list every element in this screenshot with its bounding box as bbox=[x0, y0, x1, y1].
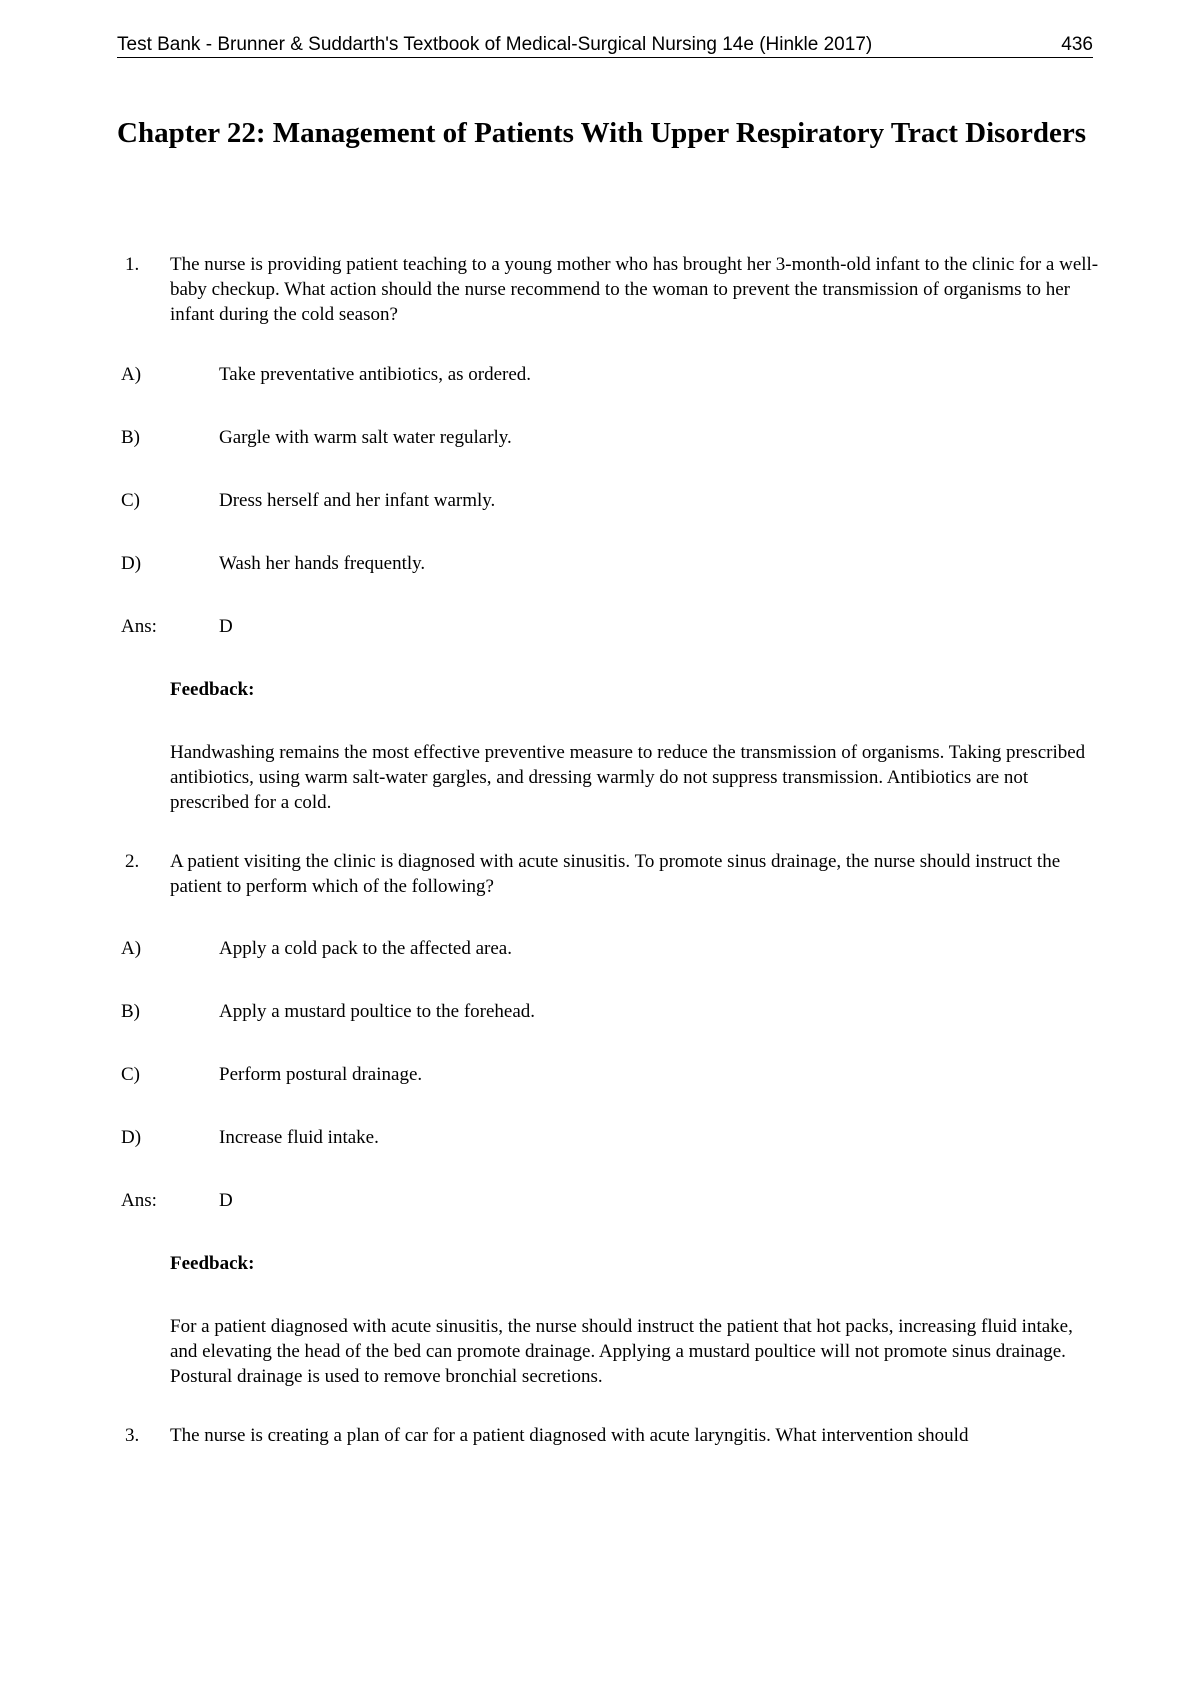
option-text: Apply a cold pack to the affected area. bbox=[219, 938, 512, 959]
answer-value: D bbox=[219, 616, 233, 637]
feedback-label: Feedback: bbox=[170, 1253, 255, 1274]
question-stem: A patient visiting the clinic is diagnosed with acute sinusitis. To promote sinus drainage, the nurse should instruct the patient to perform which of the following? bbox=[170, 851, 1061, 897]
answer-value: D bbox=[219, 1190, 233, 1211]
option-letter: D) bbox=[121, 553, 142, 574]
question-stem: The nurse is providing patient teaching to a young mother who has brought her 3-month-old infant to the clinic for a well-baby checkup. What action should the nurse recommend to the woman to prevent the transmission of organisms to her infant during the cold season? bbox=[170, 254, 1099, 325]
option-text: Gargle with warm salt water regularly. bbox=[219, 427, 512, 448]
option-letter: C) bbox=[121, 490, 140, 511]
option-letter: B) bbox=[121, 427, 140, 448]
page-number: 436 bbox=[1061, 34, 1093, 55]
question-number: 3. bbox=[125, 1425, 140, 1446]
answer-label: Ans: bbox=[121, 1190, 157, 1211]
option-letter: B) bbox=[121, 1001, 140, 1022]
question-number: 1. bbox=[125, 254, 140, 275]
running-header bbox=[117, 34, 1093, 58]
question-number: 2. bbox=[125, 851, 140, 872]
feedback-text: Handwashing remains the most effective preventive measure to reduce the transmission of organisms. Taking prescribed antibiotics, using warm salt-water gargles, and dressing warmly do not suppress transmission. Antibiotics are not prescribed for a cold. bbox=[170, 742, 1086, 813]
question-stem: The nurse is creating a plan of car for a patient diagnosed with acute laryngitis. What intervention should bbox=[170, 1425, 969, 1446]
answer-label: Ans: bbox=[121, 616, 157, 637]
option-text: Increase fluid intake. bbox=[219, 1127, 379, 1148]
option-text: Apply a mustard poultice to the forehead. bbox=[219, 1001, 536, 1022]
option-text: Perform postural drainage. bbox=[219, 1064, 423, 1085]
option-letter: A) bbox=[121, 938, 142, 959]
option-text: Dress herself and her infant warmly. bbox=[219, 490, 496, 511]
header-title: Test Bank - Brunner & Suddarth's Textbook of Medical-Surgical Nursing 14e (Hinkle 2017) bbox=[117, 34, 873, 55]
option-text: Wash her hands frequently. bbox=[219, 553, 426, 574]
option-letter: C) bbox=[121, 1064, 140, 1085]
option-letter: D) bbox=[121, 1127, 142, 1148]
chapter-title: Chapter 22: Management of Patients With Upper Respiratory Tract Disorders bbox=[117, 117, 1086, 149]
option-text: Take preventative antibiotics, as ordered. bbox=[219, 364, 532, 385]
feedback-text: For a patient diagnosed with acute sinusitis, the nurse should instruct the patient that hot packs, increasing fluid intake, and elevating the head of the bed can promote drainage. Applying a mustard poultice will not promote sinus drainage. Postural drainage is used to remove bronchial secretions. bbox=[170, 1316, 1073, 1387]
option-letter: A) bbox=[121, 364, 142, 385]
feedback-label: Feedback: bbox=[170, 679, 255, 700]
